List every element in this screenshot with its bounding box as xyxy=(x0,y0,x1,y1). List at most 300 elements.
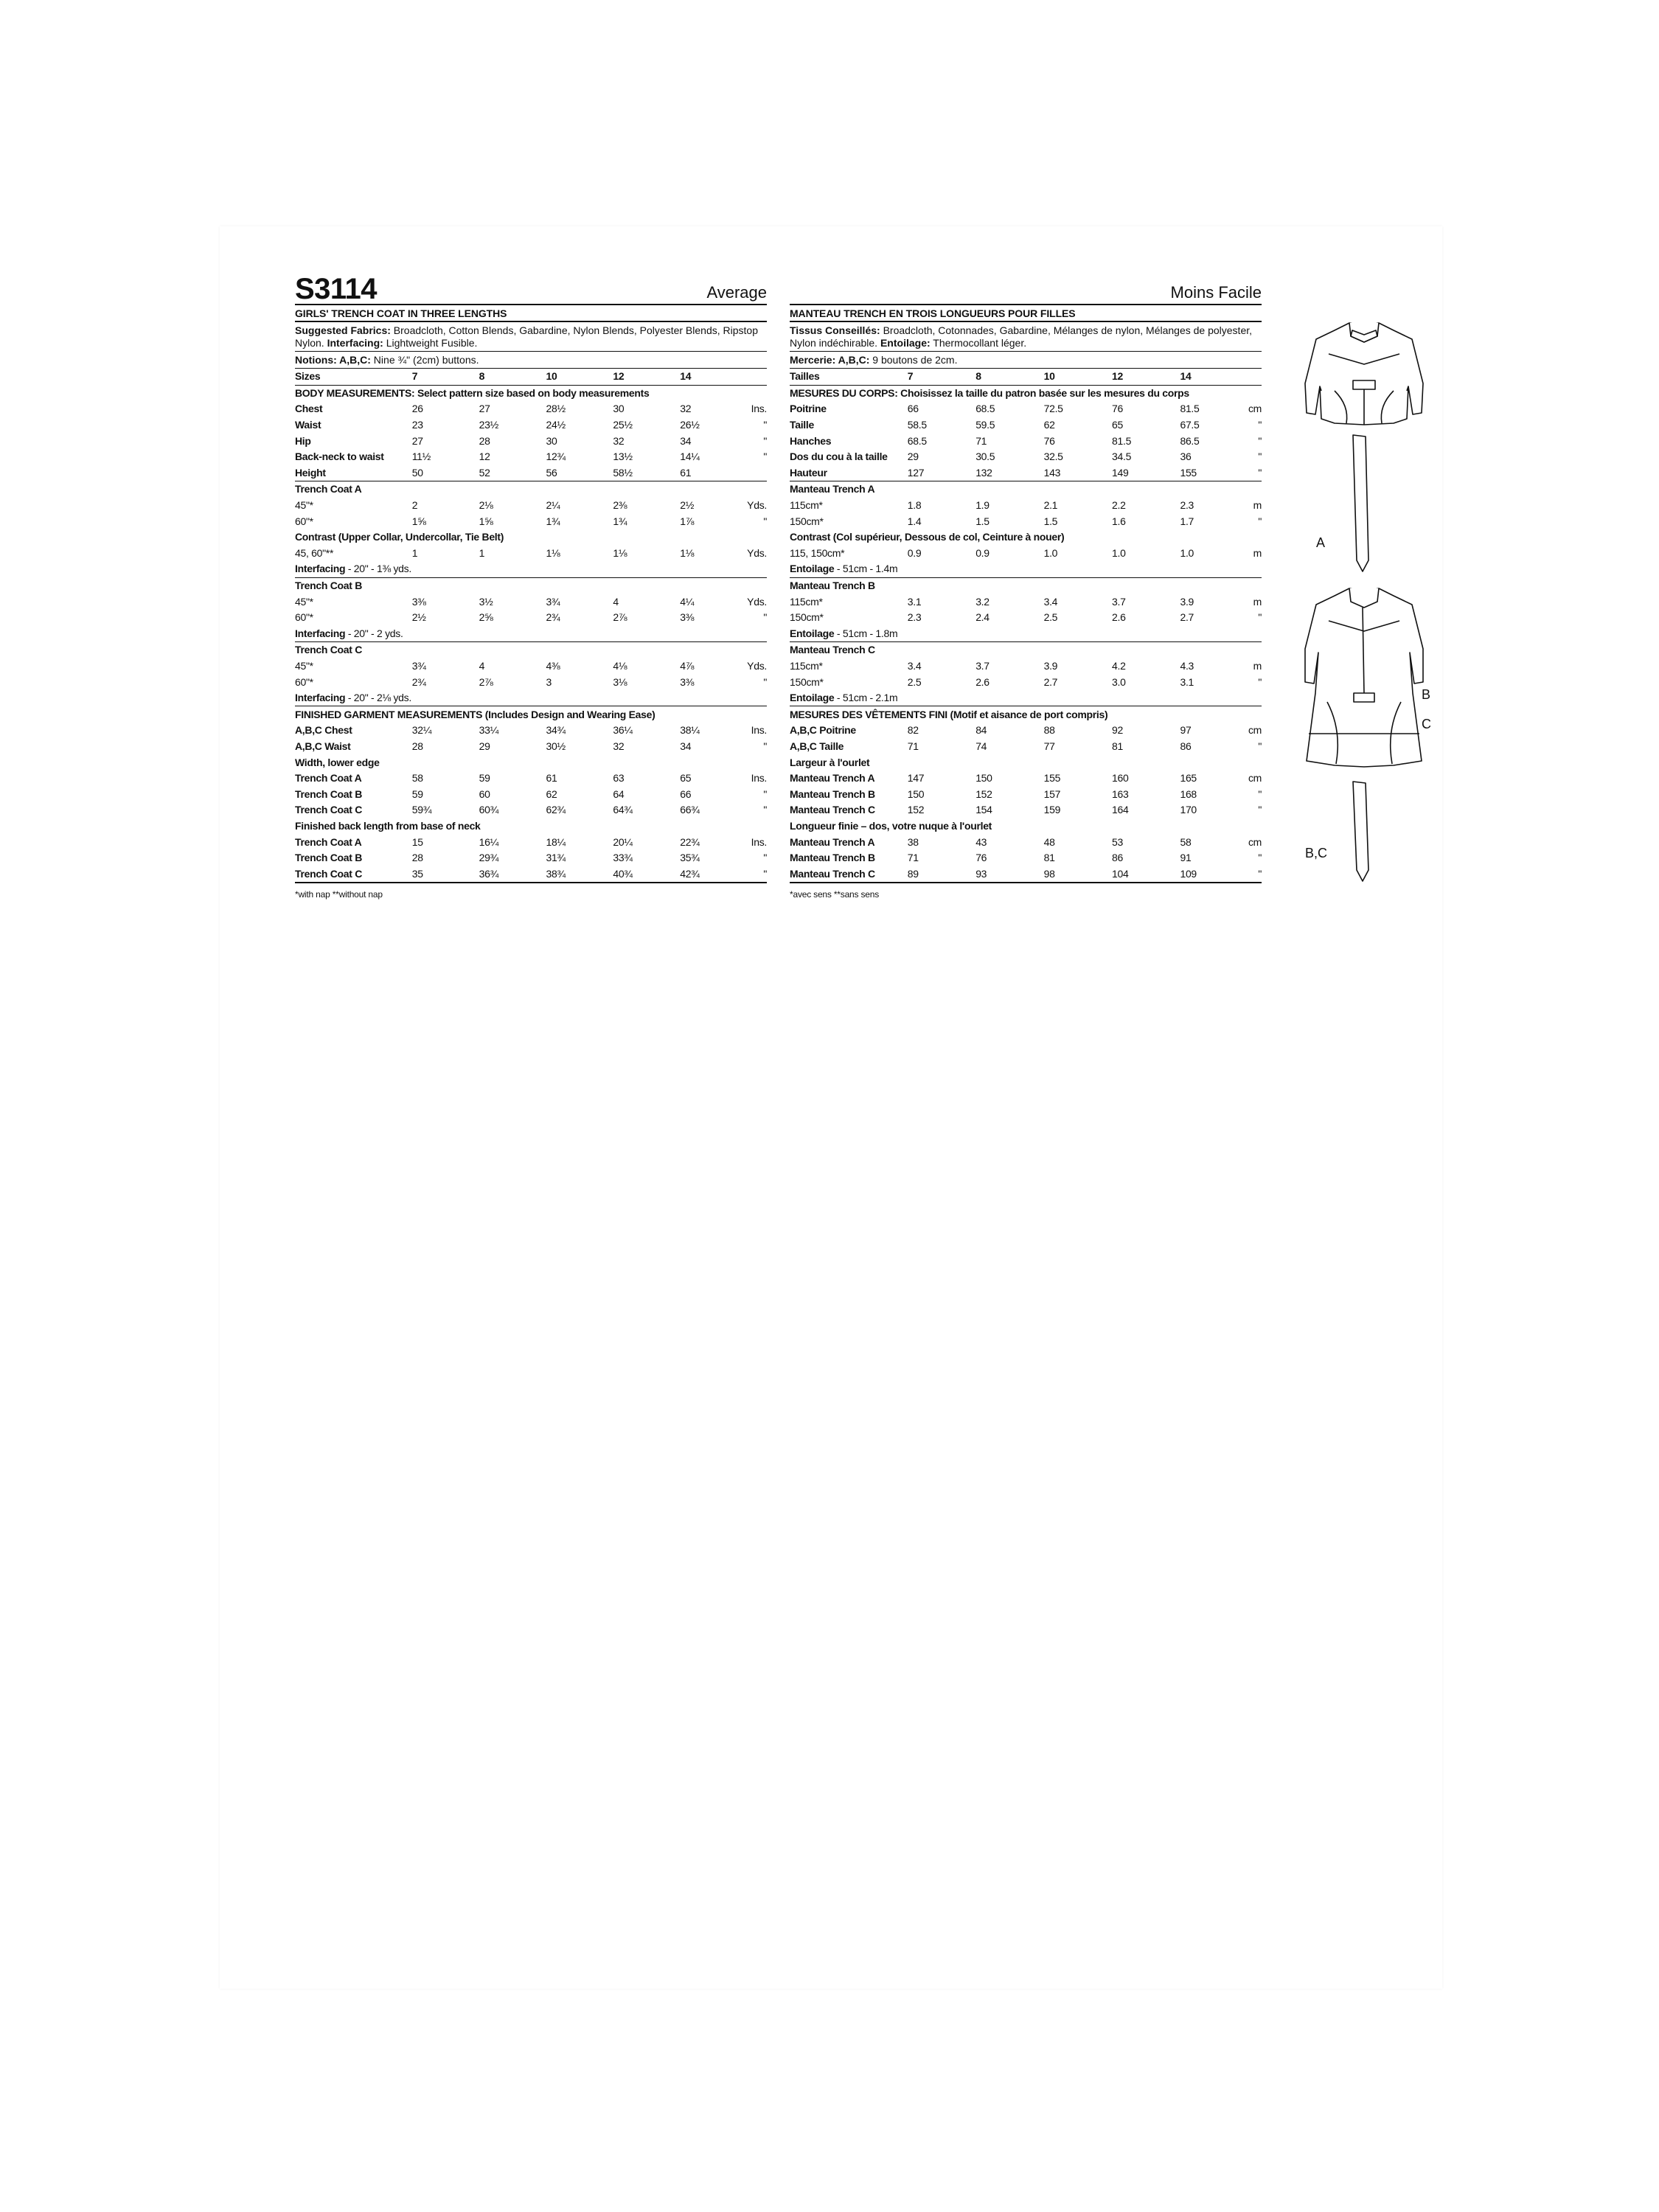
size-value: 63 xyxy=(613,772,625,785)
row-label: Chest xyxy=(295,403,323,415)
size-value: 52 xyxy=(479,465,546,481)
size-value: 10 xyxy=(546,369,613,386)
size-value: 68.5 xyxy=(975,403,995,415)
size-value: 1⅛ xyxy=(680,546,695,559)
size-value: 36¾ xyxy=(479,866,546,883)
unit: " xyxy=(747,866,767,883)
row-label: A,B,C Chest xyxy=(295,724,352,737)
size-value: 30½ xyxy=(546,740,566,752)
size-value: 168 xyxy=(1180,787,1197,800)
size-value: 11½ xyxy=(411,451,431,463)
unit: " xyxy=(1258,787,1262,800)
row-label: Trench Coat C xyxy=(295,804,363,816)
row-label: 60"* xyxy=(295,515,313,527)
size-value: 65 xyxy=(680,772,692,785)
size-value: 59 xyxy=(479,772,490,785)
interfacing-label-fr: Entoilage: xyxy=(880,337,931,349)
size-value: 7 xyxy=(412,369,479,386)
size-value: 157 xyxy=(1043,787,1061,800)
section-heading xyxy=(790,706,1262,723)
size-value: 1.5 xyxy=(975,515,990,527)
size-value: 4.2 xyxy=(1112,659,1126,672)
table-row xyxy=(295,369,767,386)
unit: " xyxy=(1258,675,1262,688)
table-row xyxy=(295,594,767,610)
table-row xyxy=(295,866,767,883)
difficulty-level: Average xyxy=(706,283,767,302)
size-value: 1.0 xyxy=(1112,546,1126,559)
size-value: 71 xyxy=(907,852,919,864)
size-value: 3.2 xyxy=(975,595,990,608)
size-value: 4.3 xyxy=(1180,659,1194,672)
table-row xyxy=(790,529,1262,546)
french-header xyxy=(790,273,1262,305)
size-value: 170 xyxy=(1180,804,1197,816)
size-value: 0.9 xyxy=(975,546,990,559)
note-text: - 20" - 2 yds. xyxy=(345,627,403,639)
table-row xyxy=(295,818,767,835)
section-heading xyxy=(790,529,1262,546)
section-heading xyxy=(295,818,767,835)
size-value: 150 xyxy=(975,772,992,785)
size-value: 65 xyxy=(1112,419,1124,431)
row-label: Taille xyxy=(790,419,814,431)
size-value: 27 xyxy=(411,434,423,447)
size-value: 28½ xyxy=(546,403,566,415)
table-row xyxy=(790,866,1262,883)
size-value: 58.5 xyxy=(907,419,927,431)
note-label: Width, lower edge xyxy=(295,756,380,768)
size-value: 2.6 xyxy=(975,675,990,688)
size-value: 12 xyxy=(1112,369,1180,386)
row-label: Manteau Trench A xyxy=(790,772,875,785)
interfacing-note xyxy=(790,561,1262,577)
size-value: 38¾ xyxy=(546,866,613,883)
table-row xyxy=(295,690,767,706)
size-value: 23½ xyxy=(479,419,498,431)
size-value: 1.6 xyxy=(1112,515,1126,527)
notions-label-fr: Mercerie: A,B,C: xyxy=(790,354,870,366)
row-label: Back-neck to waist xyxy=(295,451,384,463)
size-value: 4⅜ xyxy=(546,659,560,672)
size-value: 147 xyxy=(907,772,925,785)
size-value: 3.4 xyxy=(1043,595,1058,608)
size-value: 154 xyxy=(975,804,992,816)
row-label: Hanches xyxy=(790,434,832,447)
table-row xyxy=(790,561,1262,577)
size-value: 29¾ xyxy=(479,852,498,864)
size-value: 2.5 xyxy=(1043,611,1058,624)
size-value: 1⅝ xyxy=(411,515,426,527)
table-row xyxy=(790,754,1262,771)
size-value: 2.3 xyxy=(907,611,922,624)
size-value: 81 xyxy=(1043,852,1055,864)
row-label: Poitrine xyxy=(790,403,827,415)
row-label: 115cm* xyxy=(790,659,823,672)
note-text: - 51cm - 1.8m xyxy=(834,627,898,639)
section-heading xyxy=(790,642,1262,658)
unit: m xyxy=(1253,595,1262,608)
row-label: 150cm* xyxy=(790,611,824,624)
size-value: 61 xyxy=(546,772,557,785)
table-row xyxy=(295,674,767,690)
interfacing-text-fr: Thermocollant léger. xyxy=(930,337,1027,349)
table-row xyxy=(790,546,1262,562)
unit: " xyxy=(1258,611,1262,624)
row-label: A,B,C Waist xyxy=(295,740,351,752)
size-value: 32 xyxy=(613,434,625,447)
section-heading xyxy=(790,577,1262,594)
size-value: 8 xyxy=(479,369,546,386)
unit: Yds. xyxy=(747,546,767,559)
table-row xyxy=(790,834,1262,850)
size-value: 29 xyxy=(907,451,919,463)
size-value: 48 xyxy=(1043,835,1055,848)
note-label: Trench Coat C xyxy=(295,644,363,656)
size-value: 2 xyxy=(411,499,418,512)
size-value: 68.5 xyxy=(907,434,927,447)
table-row xyxy=(790,385,1262,401)
unit: " xyxy=(763,787,767,800)
table-row xyxy=(295,546,767,562)
row-label: 45"* xyxy=(295,595,313,608)
pattern-title: GIRLS' TRENCH COAT IN THREE LENGTHS xyxy=(295,305,767,322)
size-value: 3⅜ xyxy=(680,611,695,624)
size-value: 20¼ xyxy=(613,835,633,848)
size-value: 3.1 xyxy=(1180,675,1194,688)
size-value: 33¾ xyxy=(613,852,633,864)
unit: cm xyxy=(1248,835,1262,848)
garment-illustrations xyxy=(1283,310,1430,885)
size-value: 3.9 xyxy=(1180,595,1194,608)
size-value: 76 xyxy=(1043,434,1055,447)
size-value: 62 xyxy=(546,787,557,800)
size-value: 3⅜ xyxy=(680,675,695,688)
size-value: 164 xyxy=(1112,804,1129,816)
table-row xyxy=(790,417,1262,434)
size-value: 28 xyxy=(411,852,423,864)
table-row xyxy=(790,449,1262,465)
table-row xyxy=(295,706,767,723)
notions-text-fr: 9 boutons de 2cm. xyxy=(869,354,958,366)
size-value: 40¾ xyxy=(613,866,680,883)
size-value: 2.7 xyxy=(1180,611,1194,624)
table-row xyxy=(295,401,767,417)
coat-bc-back-view xyxy=(1305,588,1423,767)
section-heading xyxy=(790,385,1262,401)
table-row xyxy=(790,465,1262,481)
size-value: 3.7 xyxy=(1112,595,1126,608)
unit: " xyxy=(763,804,767,816)
size-value: 152 xyxy=(907,804,925,816)
size-value: 14 xyxy=(1180,369,1248,386)
view-b-label: B xyxy=(1422,687,1431,702)
size-value: 2.2 xyxy=(1112,499,1126,512)
size-value: 66 xyxy=(680,787,692,800)
size-value: 2⅛ xyxy=(479,499,493,512)
table-row xyxy=(790,401,1262,417)
size-value: 1.5 xyxy=(1043,515,1058,527)
size-value: 50 xyxy=(412,465,479,481)
note-label: MESURES DES VÊTEMENTS FINI (Motif et aisance de port compris) xyxy=(790,708,1108,720)
size-value: 86 xyxy=(1180,740,1192,752)
table-row xyxy=(790,818,1262,835)
size-value: 93 xyxy=(975,866,1043,883)
size-value: 27 xyxy=(479,403,490,415)
size-value: 34¾ xyxy=(546,724,566,737)
size-value: 97 xyxy=(1180,724,1192,737)
size-value: 31¾ xyxy=(546,852,566,864)
size-value: 84 xyxy=(975,724,987,737)
table-row xyxy=(790,802,1262,818)
unit xyxy=(747,465,767,481)
size-value: 60¾ xyxy=(479,804,498,816)
table-row xyxy=(295,626,767,642)
size-value: 81.5 xyxy=(1112,434,1132,447)
size-value: 59 xyxy=(411,787,423,800)
note-label: Entoilage xyxy=(790,692,835,704)
pattern-title-fr: MANTEAU TRENCH EN TROIS LONGUEURS POUR FILLES xyxy=(790,305,1262,322)
size-value: 8 xyxy=(975,369,1043,386)
section-heading xyxy=(295,529,767,546)
size-value: 4⅞ xyxy=(680,659,695,672)
size-value: 81.5 xyxy=(1180,403,1200,415)
size-value: 2.6 xyxy=(1112,611,1126,624)
table-row xyxy=(295,786,767,802)
row-label: Height xyxy=(295,465,412,481)
size-value: 2.1 xyxy=(1043,499,1058,512)
english-header xyxy=(295,273,767,305)
fabrics-text: Broadcloth, Cotton Blends, Gabardine, Nylon Blends, Polyester Blends, Ripstop Nylon. xyxy=(295,324,758,349)
row-label: 150cm* xyxy=(790,515,824,527)
unit xyxy=(1248,369,1262,386)
size-value: 1 xyxy=(479,546,485,559)
unit: " xyxy=(1258,515,1262,527)
table-row xyxy=(295,771,767,787)
size-value: 2⅜ xyxy=(613,499,627,512)
english-column xyxy=(295,273,767,900)
row-label: Manteau Trench B xyxy=(790,787,875,800)
row-label: Manteau Trench C xyxy=(790,866,908,883)
size-value: 66 xyxy=(907,403,919,415)
table-row xyxy=(295,481,767,498)
table-row xyxy=(295,417,767,434)
size-value: 66¾ xyxy=(680,804,700,816)
interfacing-label: Interfacing: xyxy=(327,337,383,349)
size-value: 2¾ xyxy=(411,675,426,688)
size-value: 77 xyxy=(1043,740,1055,752)
size-value: 2.3 xyxy=(1180,499,1194,512)
unit: Ins. xyxy=(751,835,767,848)
size-value: 2¼ xyxy=(546,499,560,512)
size-value: 4 xyxy=(479,659,485,672)
row-label: Hauteur xyxy=(790,465,908,481)
table-row xyxy=(295,850,767,866)
size-value: 64¾ xyxy=(613,804,633,816)
size-value: 152 xyxy=(975,787,992,800)
size-value: 22¾ xyxy=(680,835,700,848)
size-value: 12¾ xyxy=(546,451,566,463)
row-label: 45, 60"** xyxy=(295,546,334,559)
size-value: 58 xyxy=(1180,835,1192,848)
measurement-table-en xyxy=(295,368,767,883)
size-value: 32.5 xyxy=(1043,451,1063,463)
size-value: 34 xyxy=(680,740,692,752)
size-value: 59¾ xyxy=(411,804,432,816)
table-row xyxy=(295,433,767,449)
size-value: 3.9 xyxy=(1043,659,1058,672)
size-value: 24½ xyxy=(546,419,566,431)
size-value: 1.0 xyxy=(1043,546,1058,559)
size-value: 1.4 xyxy=(907,515,922,527)
row-label: 60"* xyxy=(295,611,313,624)
size-value: 2.4 xyxy=(975,611,990,624)
note-label: Longueur finie – dos, votre nuque à l'ourlet xyxy=(790,819,992,832)
size-value: 15 xyxy=(411,835,423,848)
note-label: Entoilage xyxy=(790,563,835,575)
note-label: BODY MEASUREMENTS: Select pattern size based on body measurements xyxy=(295,386,650,399)
fabrics-label-fr: Tissus Conseillés: xyxy=(790,324,880,336)
table-row xyxy=(790,577,1262,594)
unit: " xyxy=(1248,866,1262,883)
table-row xyxy=(790,481,1262,498)
size-value: 3½ xyxy=(479,595,493,608)
row-label: 45"* xyxy=(295,499,313,512)
unit: m xyxy=(1253,659,1262,672)
size-value: 3¾ xyxy=(546,595,560,608)
size-value: 89 xyxy=(908,866,975,883)
tie-belt-a xyxy=(1353,435,1368,571)
unit: " xyxy=(1258,740,1262,752)
unit: Ins. xyxy=(751,403,767,415)
interfacing-note xyxy=(295,690,767,706)
size-value: 2⅞ xyxy=(613,611,627,624)
table-row xyxy=(295,561,767,577)
size-value: 10 xyxy=(1044,369,1112,386)
size-value: 26½ xyxy=(680,419,700,431)
table-row xyxy=(790,786,1262,802)
size-value: 82 xyxy=(907,724,919,737)
unit: " xyxy=(763,419,767,431)
size-value: 30 xyxy=(613,403,625,415)
size-value: 143 xyxy=(1044,465,1112,481)
unit: cm xyxy=(1248,724,1262,737)
size-value: 62¾ xyxy=(546,804,566,816)
table-row xyxy=(790,674,1262,690)
size-value: 30 xyxy=(546,434,557,447)
table-row xyxy=(790,706,1262,723)
size-value: 14¼ xyxy=(680,451,700,463)
size-value: 159 xyxy=(1043,804,1061,816)
size-value: 67.5 xyxy=(1180,419,1200,431)
size-value: 23 xyxy=(411,419,423,431)
unit: " xyxy=(763,675,767,688)
table-row xyxy=(790,850,1262,866)
size-value: 1⅛ xyxy=(546,546,560,559)
tie-belt-bc xyxy=(1353,782,1368,881)
size-value: 74 xyxy=(975,740,987,752)
row-label: 150cm* xyxy=(790,675,824,688)
size-value: 4¼ xyxy=(680,595,695,608)
size-value: 32 xyxy=(613,740,625,752)
size-value: 3⅛ xyxy=(613,675,627,688)
table-row xyxy=(295,802,767,818)
size-value: 25½ xyxy=(613,419,633,431)
notions-text: Nine ¾" (2cm) buttons. xyxy=(370,354,479,366)
size-value: 71 xyxy=(907,740,919,752)
row-label: Trench Coat C xyxy=(295,866,412,883)
note-text: - 51cm - 1.4m xyxy=(834,563,898,575)
table-row xyxy=(295,754,767,771)
french-column xyxy=(790,273,1262,900)
notions-label: Notions: A,B,C: xyxy=(295,354,371,366)
size-value: 61 xyxy=(680,465,747,481)
size-value: 1.7 xyxy=(1180,515,1194,527)
row-label: Waist xyxy=(295,419,321,431)
size-value: 18¼ xyxy=(546,835,566,848)
table-row xyxy=(295,834,767,850)
section-heading xyxy=(295,577,767,594)
view-a-label: A xyxy=(1316,535,1326,550)
table-row xyxy=(790,658,1262,675)
size-value: 59.5 xyxy=(975,419,995,431)
measurement-table-fr xyxy=(790,368,1262,883)
unit: " xyxy=(763,852,767,864)
note-text: - 51cm - 2.1m xyxy=(834,692,898,704)
interfacing-note xyxy=(790,626,1262,642)
size-value: 58½ xyxy=(613,465,680,481)
note-label: Trench Coat A xyxy=(295,483,362,495)
size-value: 60 xyxy=(479,787,490,800)
table-row xyxy=(295,642,767,658)
size-value: 43 xyxy=(975,835,987,848)
unit: m xyxy=(1253,499,1262,512)
unit xyxy=(747,369,767,386)
table-row xyxy=(295,465,767,481)
size-value: 64 xyxy=(613,787,625,800)
size-value: 12 xyxy=(613,369,680,386)
table-row xyxy=(295,658,767,675)
table-row xyxy=(790,610,1262,626)
size-value: 3.1 xyxy=(907,595,922,608)
size-value: 3 xyxy=(546,675,552,688)
coat-a-back-view xyxy=(1305,323,1423,425)
table-row xyxy=(295,385,767,401)
size-value: 2⅞ xyxy=(479,675,493,688)
interfacing-note xyxy=(790,690,1262,706)
section-heading xyxy=(295,706,767,723)
row-label: Hip xyxy=(295,434,311,447)
table-row xyxy=(295,513,767,529)
size-value: 62 xyxy=(1043,419,1055,431)
pattern-number: S3114 xyxy=(295,273,377,305)
size-value: 1⅞ xyxy=(680,515,695,527)
size-value: 13½ xyxy=(613,451,633,463)
table-row xyxy=(295,449,767,465)
note-label: Interfacing xyxy=(295,692,346,704)
size-value: 53 xyxy=(1112,835,1124,848)
size-value: 1¾ xyxy=(546,515,560,527)
section-heading xyxy=(790,818,1262,835)
size-value: 14 xyxy=(680,369,747,386)
suggested-fabrics-fr xyxy=(790,322,1262,352)
size-value: 16¼ xyxy=(479,835,498,848)
size-value: 4 xyxy=(613,595,619,608)
note-label: Trench Coat B xyxy=(295,580,363,592)
size-value: 7 xyxy=(908,369,975,386)
suggested-fabrics xyxy=(295,322,767,352)
size-value: 1.9 xyxy=(975,499,990,512)
